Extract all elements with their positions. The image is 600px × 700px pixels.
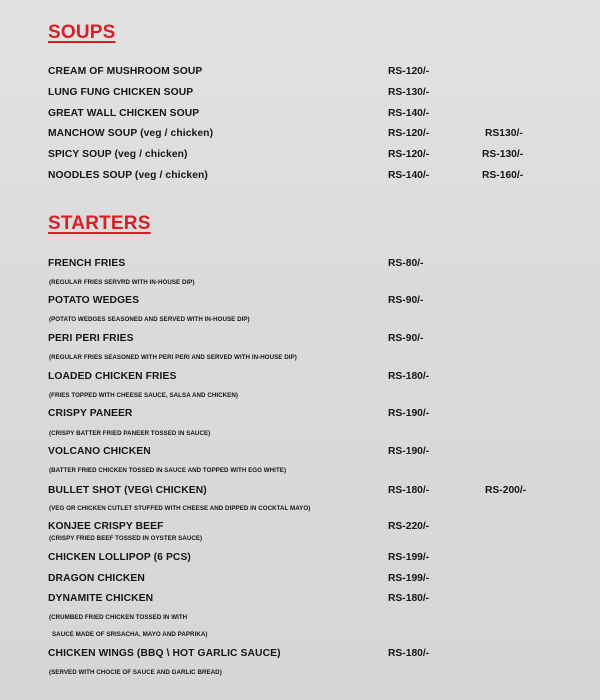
- menu-item: [0, 573, 600, 587]
- item-description: (FRIES TOPPED WITH CHEESE SAUCE, SALSA AND CHICKEN): [49, 392, 238, 399]
- item-price-chicken: RS-130/-: [482, 149, 524, 160]
- menu-item: [0, 371, 600, 385]
- menu-item: [0, 552, 600, 566]
- item-name: NOODLES SOUP (veg / chicken): [48, 170, 208, 181]
- item-name: LUNG FUNG CHICKEN SOUP: [48, 87, 194, 98]
- item-name: SPICY SOUP (veg / chicken): [48, 149, 188, 160]
- item-price: RS-180/-: [388, 648, 430, 659]
- item-name: LOADED CHICKEN FRIES: [48, 371, 177, 382]
- menu-item: [0, 648, 600, 662]
- section-heading-starters: STARTERS: [48, 213, 151, 234]
- menu-item: [0, 521, 600, 535]
- item-name: DYNAMITE CHICKEN: [48, 593, 154, 604]
- item-price: RS-120/-: [388, 149, 430, 160]
- item-description: (REGULAR FRIES SERVRD WITH IN-HOUSE DIP): [49, 279, 195, 286]
- item-description: (CRISPY BATTER FRIED PANEER TOSSED IN SAUCE): [49, 430, 211, 437]
- item-price: RS-80/-: [388, 258, 424, 269]
- item-name: CRISPY PANEER: [48, 408, 133, 419]
- item-price: RS-180/-: [388, 371, 430, 382]
- menu-item: [0, 408, 600, 422]
- menu-item: [0, 485, 600, 499]
- item-name: CHICKEN LOLLIPOP (6 PCS): [48, 552, 191, 563]
- item-description: (VEG OR CHICKEN CUTLET STUFFED WITH CHEESE AND DIPPED IN COCKTAL MAYO): [49, 505, 311, 512]
- menu-item: [0, 149, 600, 163]
- item-price: RS-180/-: [388, 485, 430, 496]
- item-name: CREAM OF MUSHROOM SOUP: [48, 66, 203, 77]
- item-name: DRAGON CHICKEN: [48, 573, 145, 584]
- menu-item: [0, 128, 600, 142]
- item-price: RS-220/-: [388, 521, 430, 532]
- item-price: RS-90/-: [388, 333, 424, 344]
- menu-item: [0, 87, 600, 101]
- item-description: (CRISPY FRIED BEEF TOSSED IN OYSTER SAUCE): [49, 535, 203, 542]
- item-price: RS-199/-: [388, 552, 430, 563]
- menu-item: [0, 170, 600, 184]
- menu-item: [0, 593, 600, 607]
- item-price: RS-130/-: [388, 87, 430, 98]
- item-description: (SERVED WITH CHOCIE OF SAUCE AND GARLIC BREAD): [49, 669, 222, 676]
- item-name: VOLCANO CHICKEN: [48, 446, 151, 457]
- item-description: (BATTER FRIED CHICKEN TOSSED IN SAUCE AND TOPPED WITH EGG WHITE): [49, 467, 287, 474]
- item-description: (POTATO WEDGES SEASONED AND SERVED WITH IN-HOUSE DIP): [49, 316, 250, 323]
- item-price: RS-180/-: [388, 593, 430, 604]
- menu-item: [0, 333, 600, 347]
- menu-item: [0, 258, 600, 272]
- item-price: RS-140/-: [388, 108, 430, 119]
- item-description: (REGULAR FRIES SEASONED WITH PERI PERI AND SERVED WITH IN-HOUSE DIP): [49, 354, 297, 361]
- item-name: PERI PERI FRIES: [48, 333, 134, 344]
- item-name: BULLET SHOT (VEG\ CHICKEN): [48, 485, 207, 496]
- item-name: KONJEE CRISPY BEEF: [48, 521, 164, 532]
- menu-item: [0, 295, 600, 309]
- item-price: RS-190/-: [388, 446, 430, 457]
- menu-item: [0, 66, 600, 80]
- menu-item: [0, 108, 600, 122]
- item-price: RS-120/-: [388, 66, 430, 77]
- item-price: RS-190/-: [388, 408, 430, 419]
- item-name: CHICKEN WINGS (BBQ \ HOT GARLIC SAUCE): [48, 648, 281, 659]
- section-heading-soups: SOUPS: [48, 22, 116, 43]
- item-description: (CRUMBED FRIED CHICKEN TOSSED IN WITH: [49, 614, 188, 621]
- item-price-chicken: RS-200/-: [485, 485, 527, 496]
- item-name: MANCHOW SOUP (veg / chicken): [48, 128, 214, 139]
- item-description-continued: SAUCE MADE OF SRISACHA, MAYO AND PAPRIKA): [52, 631, 208, 638]
- item-price: RS-120/-: [388, 128, 430, 139]
- item-price-chicken: RS130/-: [485, 128, 523, 139]
- menu-item: [0, 446, 600, 460]
- item-name: FRENCH FRIES: [48, 258, 126, 269]
- item-price: RS-199/-: [388, 573, 430, 584]
- item-name: POTATO WEDGES: [48, 295, 140, 306]
- item-price: RS-140/-: [388, 170, 430, 181]
- item-price: RS-90/-: [388, 295, 424, 306]
- item-price-chicken: RS-160/-: [482, 170, 524, 181]
- item-name: GREAT WALL CHICKEN SOUP: [48, 108, 200, 119]
